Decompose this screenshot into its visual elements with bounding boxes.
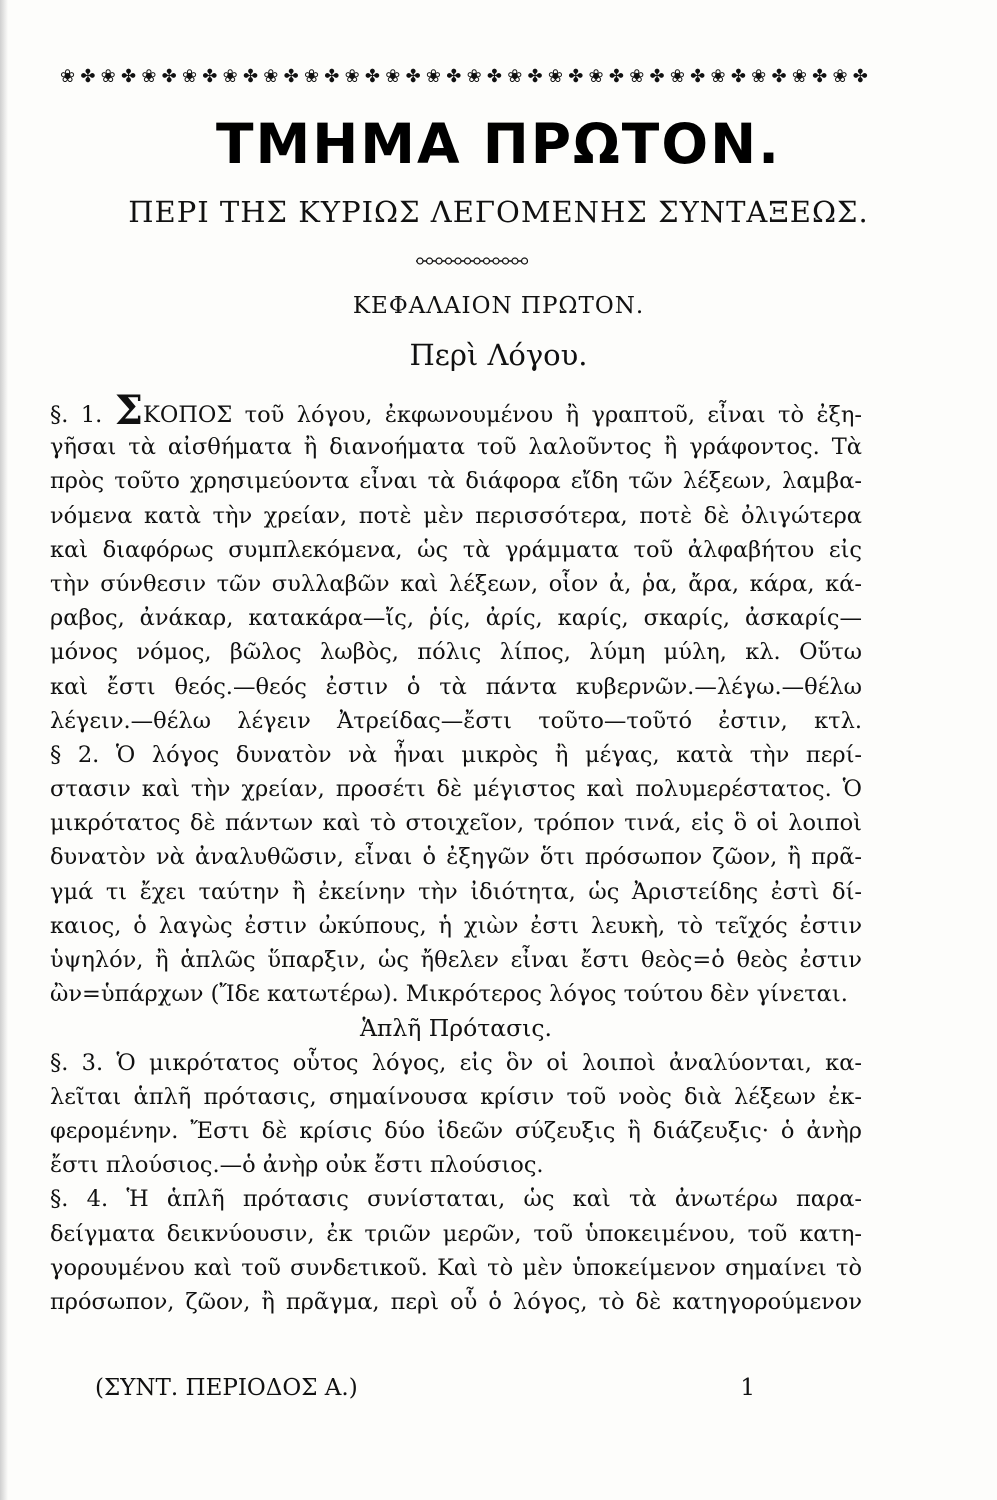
text-line: πρόσωπον, ζῶον, ἢ πρᾶγμα, περὶ οὗ ὁ λόγος, τὸ δὲ κατηγορούμενον (50, 1288, 862, 1315)
ornament-glyph: ✤ (649, 66, 665, 87)
ornament-glyph: ✤ (608, 66, 624, 87)
text-line: γμά τι ἔχει ταύτην ἢ ἐκείνην τὴν ἰδιότητα, ὡς Ἀριστείδης ἐστὶ δί- (50, 878, 862, 905)
text-line: δυνατὸν νὰ ἀναλυθῶσιν, εἶναι ὁ ἐξηγῶν ὅτι πρόσωπον ζῶον, ἢ πρᾶ- (50, 844, 862, 871)
text-line: λέγειν.—θέλω λέγειν Ἀτρείδας—ἔστι τοῦτο—τοῦτό ἐστιν, κτλ. (50, 707, 862, 734)
text-line: πρὸς τοῦτο χρησιμεύοντα εἶναι τὰ διάφορα εἴδη τῶν λέξεων, λαμβα- (50, 468, 862, 495)
ornament-glyph: ❀ (344, 66, 360, 87)
ornament-glyph: ✤ (120, 66, 137, 87)
text-line: § 2. Ὁ λόγος δυνατὸν νὰ ἦναι μικρὸς ἢ μέγας, κατὰ τὴν περί- (50, 741, 862, 768)
text-line (50, 387, 862, 434)
text-line: λεῖται ἁπλῆ πρότασις, σημαίνουσα κρίσιν τοῦ νοὸς διὰ λέξεων ἐκ- (50, 1083, 862, 1110)
chapter-heading: Περὶ Λόγου. (409, 338, 588, 372)
text-line: στασιν καὶ τὴν χρείαν, προσέτι δὲ μέγιστος καὶ πολυμερέστατος. Ὁ (50, 776, 862, 803)
text-line: §. 3. Ὁ μικρότατος οὗτος λόγος, εἰς ὃν οἱ λοιποὶ ἀναλύονται, κα- (50, 1049, 862, 1076)
ornament-dot (417, 258, 423, 264)
ornament-dot (446, 258, 452, 264)
ornament-glyph: ✤ (852, 66, 868, 87)
paragraph-number: §. 1. (50, 402, 115, 428)
ornament-dot (436, 258, 442, 264)
ornament-glyph: ❀ (303, 66, 320, 87)
ornament-glyph: ❀ (507, 66, 523, 87)
text-line: γορουμένου καὶ τοῦ συνδετικοῦ. Καὶ τὸ μὲν ὑποκείμενον σημαίνει τὸ (50, 1254, 862, 1281)
ornament-dot (427, 258, 433, 264)
ornament-glyph: ✤ (283, 66, 299, 87)
ornament-glyph: ❀ (385, 66, 401, 87)
text-line: ὑψηλόν, ἢ ἁπλῶς ὕπαρξιν, ὡς ἤθελεν εἶναι ἔστι θεὸς=ὁ θεὸς ἐστιν (50, 947, 862, 973)
ornament-glyph: ❀ (832, 66, 848, 87)
ornament-glyph: ❀ (710, 66, 726, 87)
text-line: τὴν σύνθεσιν τῶν συλλαβῶν καὶ λέξεων, οἷον ἀ, ῥα, ἄρα, κάρα, κά- (50, 570, 862, 597)
top-ornament-border (60, 62, 868, 92)
ornament-glyph: ❀ (466, 66, 482, 87)
ornament-glyph: ✤ (364, 66, 381, 87)
ornament-glyph: ✤ (486, 66, 502, 87)
ornament-glyph: ✤ (405, 66, 421, 87)
ornament-dot (484, 258, 490, 264)
text-line: φερομένην. Ἔστι δὲ κρίσις δύο ἰδεῶν σύζευξις ἢ διάζευξις· ὁ ἀνὴρ (50, 1117, 862, 1144)
ornament-dot (493, 258, 499, 264)
ornament-glyph: ❀ (181, 66, 198, 87)
ornament-glyph: ❀ (263, 66, 279, 87)
divider-ornament (412, 256, 532, 266)
ornament-glyph: ❀ (425, 66, 441, 87)
ornament-glyph: ✤ (80, 66, 96, 87)
text-line: μικρότατος δὲ πάντων καὶ τὸ στοιχεῖον, τρόπον τινά, εἰς ὃ οἱ λοιποὶ (50, 810, 862, 837)
ornament-dot (512, 258, 518, 264)
ornament-glyph: ✤ (527, 66, 543, 87)
ornament-glyph: ✤ (446, 66, 462, 87)
text-line: ἔστι πλούσιος.—ὁ ἀνὴρ οὐκ ἔστι πλούσιος. (50, 1152, 544, 1179)
ornament-glyph: ❀ (669, 66, 685, 87)
ornament-glyph: ❀ (547, 66, 563, 87)
body-text (50, 387, 862, 1319)
drop-cap: Σ (114, 387, 144, 434)
ornament-dot (474, 258, 480, 264)
text-line: γῆσαι τὰ αἰσθήματα ἢ διανοήματα τοῦ λαλοῦντος ἢ γράφοντος. Τὰ (50, 434, 862, 461)
text-line-rest: ΚΟΠΟΣ τοῦ λόγου, ἐκφωνουμένου ἢ γραπτοῦ, εἶναι τὸ ἐξη- (143, 402, 862, 428)
ornament-glyph: ❀ (222, 66, 238, 87)
ornament-dot (522, 258, 528, 264)
text-line: §. 4. Ἡ ἁπλῆ πρότασις συνίσταται, ὡς καὶ τὰ ἀνωτέρω παρα- (50, 1186, 862, 1213)
text-line: καὶ διαφόρως συμπλεκόμενα, ὡς τὰ γράμματα τοῦ ἀλφαβήτου εἰς (50, 536, 862, 563)
text-line: μόνος νόμος, βῶλος λωβὸς, πόλις λίπος, λύμη μύλη, κλ. Οὕτω (50, 639, 862, 666)
ornament-glyph: ✤ (568, 66, 584, 87)
ornament-dot (455, 258, 461, 264)
text-line: ὢν=ὑπάρχων (Ἴδε κατωτέρω). Μικρότερος λόγος τούτου δὲν γίνεται. (50, 981, 848, 1008)
ornament-glyph: ❀ (751, 66, 767, 87)
ornament-glyph: ✤ (730, 66, 746, 87)
text-line: καὶ ἔστι θεός.—θεός ἐστιν ὁ τὰ πάντα κυβερνῶν.—λέγω.—θέλω (50, 673, 862, 700)
section-subtitle: ΠΕΡΙ ΤΗΣ ΚΥΡΙΩΣ ΛΕΓΟΜΕΝΗΣ ΣΥΝΤΑΞΕΩΣ. (128, 195, 869, 229)
ornament-glyph: ✤ (690, 66, 706, 87)
ornament-glyph: ✤ (161, 66, 177, 87)
ornament-glyph: ❀ (629, 66, 645, 87)
ornament-glyph: ❀ (100, 66, 116, 87)
ornament-glyph: ✤ (324, 66, 340, 87)
page-number: 1 (740, 1375, 755, 1401)
ornament-glyph: ❀ (141, 66, 157, 87)
ornament-glyph: ✤ (242, 66, 259, 87)
text-line: καιος, ὁ λαγὼς ἐστιν ὠκύπους, ἡ χιὼν ἐστι λευκὴ, τὸ τεῖχός ἐστιν (50, 912, 862, 939)
section-title: ΤΜΗΜΑ ΠΡΩΤΟΝ. (215, 112, 782, 176)
ornament-dot (465, 258, 471, 264)
page-footer (95, 1375, 755, 1401)
subsection-heading: Ἁπλῆ Πρότασις. (359, 1014, 553, 1043)
ornament-glyph: ❀ (588, 66, 604, 87)
ornament-glyph: ✤ (202, 66, 218, 87)
ornament-glyph: ✤ (771, 66, 787, 87)
text-line: δείγματα δεικνύουσιν, ἐκ τριῶν μερῶν, τοῦ ὑποκειμένου, τοῦ κατη- (50, 1220, 862, 1247)
text-line: νόμενα κατὰ τὴν χρείαν, ποτὲ μὲν περισσότερα, ποτὲ δὲ ὀλιγώτερα (50, 502, 862, 529)
ornament-glyph: ❀ (60, 66, 76, 87)
ornament-glyph: ✤ (812, 66, 828, 87)
chapter-title: ΚΕΦΑΛΑΙΟΝ ΠΡΩΤΟΝ. (352, 293, 645, 319)
ornament-dot (503, 258, 509, 264)
ornament-glyph: ❀ (791, 66, 807, 87)
text-line: ραβος, ἀνάκαρ, κατακάρα—ἴς, ῥίς, ἀρίς, καρίς, σκαρίς, ἀσκαρίς— (50, 605, 862, 632)
signature-mark: (ΣΥΝΤ. ΠΕΡΙΟΔΟΣ Α.) (95, 1375, 358, 1401)
